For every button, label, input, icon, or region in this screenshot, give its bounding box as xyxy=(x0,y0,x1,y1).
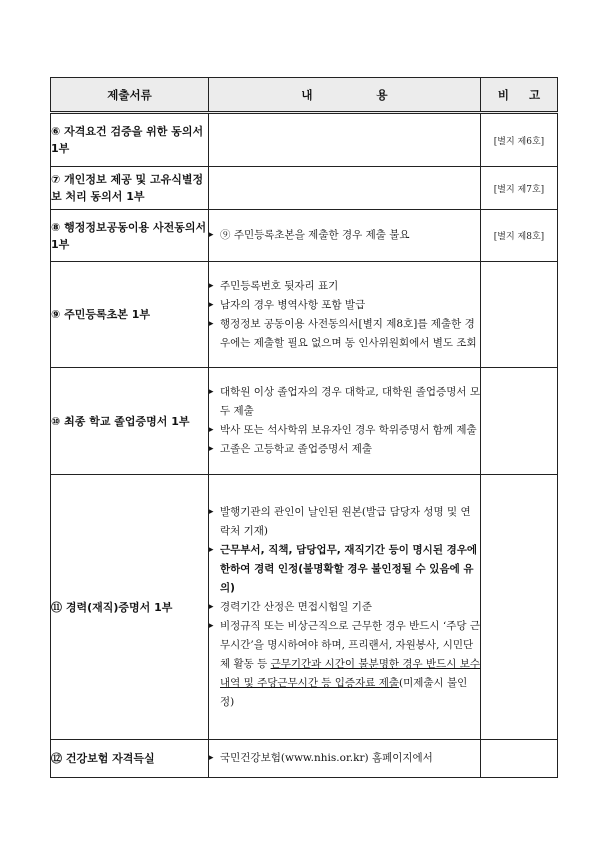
header-documents: 제출서류 xyxy=(51,78,209,113)
document-note xyxy=(481,740,558,778)
document-name: ⑨ 주민등록초본 1부 xyxy=(51,262,209,368)
document-content xyxy=(209,113,481,167)
document-content xyxy=(209,167,481,210)
document-content xyxy=(209,740,481,778)
list-item: ▸ 주민등록번호 뒷자리 표기 xyxy=(209,277,480,296)
list-item: ▸ 박사 또는 석사학위 보유자인 경우 학위증명서 함께 제출 xyxy=(209,421,480,440)
list-item: ▸ 행정정보 공동이용 사전동의서[별지 제8호]를 제출한 경우에는 제출할 필요 없으며 동 인사위원회에서 별도 조회 xyxy=(209,315,480,353)
table-row xyxy=(51,167,558,210)
document-note: [별지 제6호] xyxy=(481,113,558,167)
document-content xyxy=(209,475,481,740)
table-row xyxy=(51,113,558,167)
table-row xyxy=(51,368,558,475)
document-note xyxy=(481,262,558,368)
header-contents: 내 용 xyxy=(209,78,481,113)
document-note xyxy=(481,368,558,475)
list-item: ▸ 고졸은 고등학교 졸업증명서 제출 xyxy=(209,440,480,459)
document-name: ⑪ 경력(재직)증명서 1부 xyxy=(51,475,209,740)
list-item: ▸ 남자의 경우 병역사항 포함 발급 xyxy=(209,296,480,315)
document-submission-table xyxy=(50,77,558,778)
list-item: ▸ 국민건강보험(www.nhis.or.kr) 홈페이지에서 xyxy=(209,749,480,768)
document-name: ⑥ 자격요건 검증을 위한 동의서 1부 xyxy=(51,113,209,167)
document-name: ⑦ 개인정보 제공 및 고유식별정보 처리 동의서 1부 xyxy=(51,167,209,210)
underlined-text: 근무기간과 시간이 불분명한 경우 반드시 보수내역 및 주당근무시간 등 입증자료 제출 xyxy=(220,657,480,689)
document-name: ⑧ 행정정보공동이용 사전동의서 1부 xyxy=(51,210,209,262)
document-name: ⑫ 건강보험 자격득실 xyxy=(51,740,209,778)
table-header-row xyxy=(51,78,558,113)
document-content xyxy=(209,210,481,262)
document-content xyxy=(209,368,481,475)
document-content xyxy=(209,262,481,368)
list-item: ▸ 대학원 이상 졸업자의 경우 대학교, 대학원 졸업증명서 모두 제출 xyxy=(209,383,480,421)
document-note: [별지 제8호] xyxy=(481,210,558,262)
table-row xyxy=(51,475,558,740)
list-item: ▸ ⑨ 주민등록초본을 제출한 경우 제출 불요 xyxy=(209,226,480,245)
document-note: [별지 제7호] xyxy=(481,167,558,210)
list-item: ▸ 발행기관의 관인이 날인된 원본(발급 담당자 성명 및 연락처 기재) xyxy=(209,503,480,541)
list-item: ▸ 비정규직 또는 비상근직으로 근무한 경우 반드시 ‘주당 근무시간’을 명시하여야 하며, 프리랜서, 자원봉사, 시민단체 활동 등 근무기간과 시간이 불분명한 경우 반드시 보수내역 및 주당근무시간 등 입증자료 제출(미제출시 불인정) xyxy=(209,617,480,712)
list-item: ▸ 경력기간 산정은 면접시험일 기준 xyxy=(209,598,480,617)
document-note xyxy=(481,475,558,740)
document-name: ⑩ 최종 학교 졸업증명서 1부 xyxy=(51,368,209,475)
table-row xyxy=(51,210,558,262)
list-item-emphasis: ▸ 근무부서, 직책, 담당업무, 재직기간 등이 명시된 경우에 한하여 경력 인정(불명확할 경우 불인정될 수 있음에 유의) xyxy=(209,541,480,598)
table-row xyxy=(51,740,558,778)
header-remarks: 비 고 xyxy=(481,78,558,113)
table-row xyxy=(51,262,558,368)
